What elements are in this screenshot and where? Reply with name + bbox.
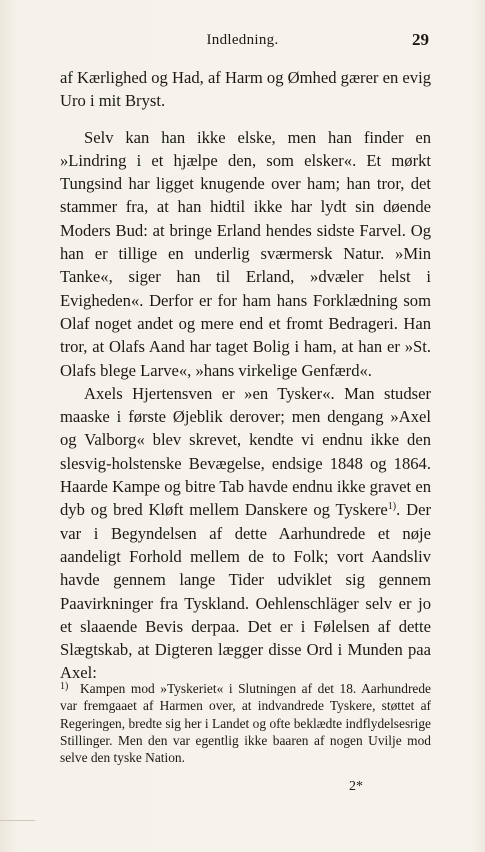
running-head: Indledning. bbox=[206, 32, 279, 48]
paragraph-1: Selv kan han ikke elske, men han finder en »Lindring i et hjælpe den, som elsker«. Et mørkt Tungsind har ligget knugende over ham; han tror, det stammer fra, at han hidtil ikke har lydt sin døende Moders Bud: at bringe Erland hendes sidste Farvel. Og han er tillige en underlig sværmersk Natur. »Min Tanke«, siger han til Erland, »dvæler helst i Evigheden«. Derfor er for ham hans Forklædning som Olaf noget andet og mere end et fromt Bedrageri. Han tror, at Olafs Aand har taget Bolig i ham, at han er »St. Olafs blege Larve«, »hans virkelige Genfærd«. bbox=[60, 127, 431, 380]
paragraph-2 bbox=[60, 382, 431, 685]
verse-quote: af Kærlighed og Had, af Harm og Ømhed gærer en evig Uro i mit Bryst. bbox=[60, 68, 431, 111]
footnote-reference[interactable]: 1) bbox=[387, 501, 397, 513]
signature-mark: 2* bbox=[349, 779, 363, 794]
paragraph-2-part-1: Axels Hjertensven er »en Tysker«. Man studser maaske i første Øjeblik derover; men dengang »Axel og Valborg« blev skrevet, kendte vi endnu ikke den slesvig-holstenske Bevægelse, endsige 1848 og 1864. Haarde Kampe og bitre Tab havde endnu ikke gravet en dyb og bred Kløft mellem Danskere og Tyskere bbox=[60, 383, 431, 520]
footnote-mark: 1) bbox=[60, 681, 69, 692]
page-number: 29 bbox=[412, 30, 429, 49]
footnote-area bbox=[60, 678, 431, 766]
page-edge-line bbox=[0, 820, 35, 821]
footnote bbox=[60, 678, 431, 766]
paragraph-2-part-2: . Der var i Begyndelsen af dette Aarhundrede et nøje aandeligt Forhold mellem de to Folk; vort Aandsliv havde gennem lange Tider udviklet sig gennem Paavirkninger fra Tyskland. Oehlenschläger selv er jo et slaaende Bevis derpaa. Det er i Følelsen af dette Slægtskab, at Digteren lægger disse Ord i Munden paa Axel: bbox=[60, 500, 431, 683]
footnote-text: Kampen mod »Tyskeriet« i Slutningen af det 18. Aarhundrede var fremgaaet af Harmen over, at indvandrede Tyskere, støttet af Regeringen, bredte sig her i Landet og ofte beklædte indflydelsesrige Stillinger. Men den var egentlig ikke baaren af nogen Uvilje mod selve den tyske Nation. bbox=[60, 681, 431, 766]
body-text bbox=[60, 66, 431, 685]
page-header bbox=[0, 30, 485, 54]
